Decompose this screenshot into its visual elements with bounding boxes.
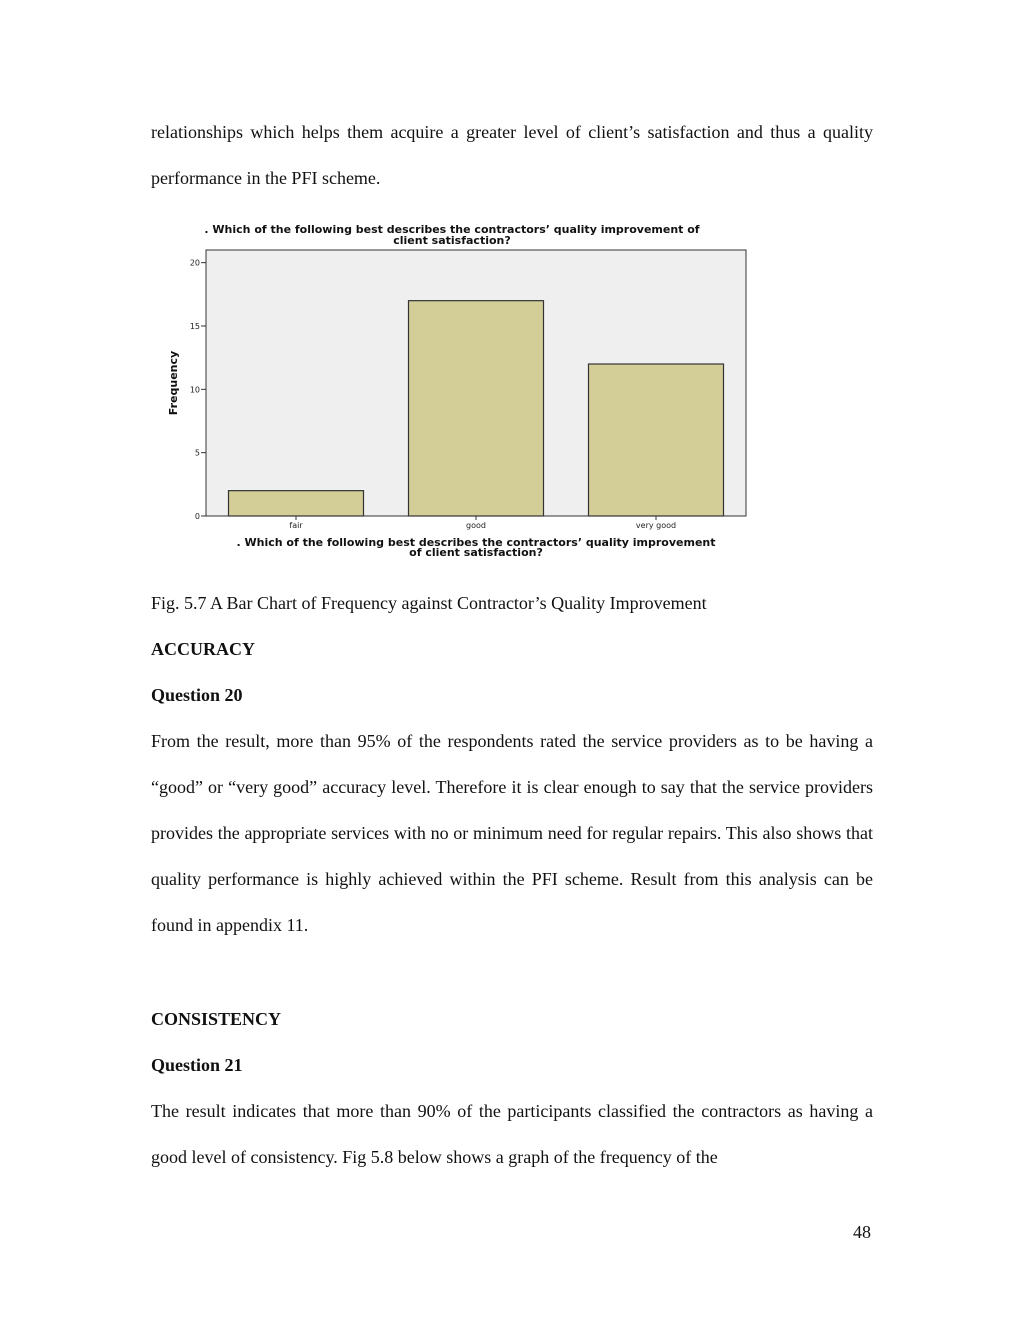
- x-axis-label-line-1: . Which of the following best describes the contractors’ quality improvement: [236, 536, 716, 549]
- section-heading-accuracy: ACCURACY: [151, 639, 255, 659]
- y-tick-label: 5: [194, 448, 200, 458]
- consistency-paragraph: The result indicates that more than 90% of the participants classified the contractors as having a good level of consistency. Fig 5.8 below shows a graph of the frequency of the: [151, 1101, 873, 1167]
- x-tick-label: fair: [289, 521, 303, 530]
- y-tick-label: 10: [189, 385, 200, 395]
- chart-title-line-2: client satisfaction?: [393, 234, 511, 247]
- bar-good: [409, 301, 544, 516]
- y-axis: [190, 259, 206, 521]
- question-20-heading: Question 20: [151, 685, 243, 705]
- x-tick-label: good: [466, 521, 486, 530]
- y-tick-label: 20: [189, 258, 200, 268]
- question-21-heading: Question 21: [151, 1055, 243, 1075]
- x-tick-label: very good: [635, 521, 677, 530]
- y-tick-label: 0: [194, 512, 200, 521]
- bar-chart-figure: [160, 218, 760, 563]
- x-axis: [289, 516, 676, 530]
- accuracy-paragraph: From the result, more than 95% of the respondents rated the service providers as to be having a “good” or “very good” accuracy level. Therefore it is clear enough to say that the service providers provides the appropriate services with no or minimum need for regular repairs. This also shows that quality performance is highly achieved within the PFI scheme. Result from this analysis can be found in appendix 11.: [151, 731, 873, 935]
- x-axis-label-line-2: of client satisfaction?: [409, 546, 543, 559]
- y-tick-label: 15: [189, 322, 200, 331]
- page-number: 48: [853, 1222, 871, 1242]
- chart-title-line-1: . Which of the following best describes the contractors’ quality improvement of: [204, 223, 700, 236]
- bar-chart: [160, 218, 760, 563]
- section-heading-consistency: CONSISTENCY: [151, 1009, 282, 1029]
- bar-very-good: [589, 364, 724, 516]
- intro-paragraph: relationships which helps them acquire a greater level of client’s satisfaction and thus a quality performance in the PFI scheme.: [151, 122, 873, 188]
- figure-caption: Fig. 5.7 A Bar Chart of Frequency against Contractor’s Quality Improvement: [151, 593, 707, 613]
- bar-fair: [229, 491, 364, 516]
- y-axis-label: Frequency: [167, 350, 180, 416]
